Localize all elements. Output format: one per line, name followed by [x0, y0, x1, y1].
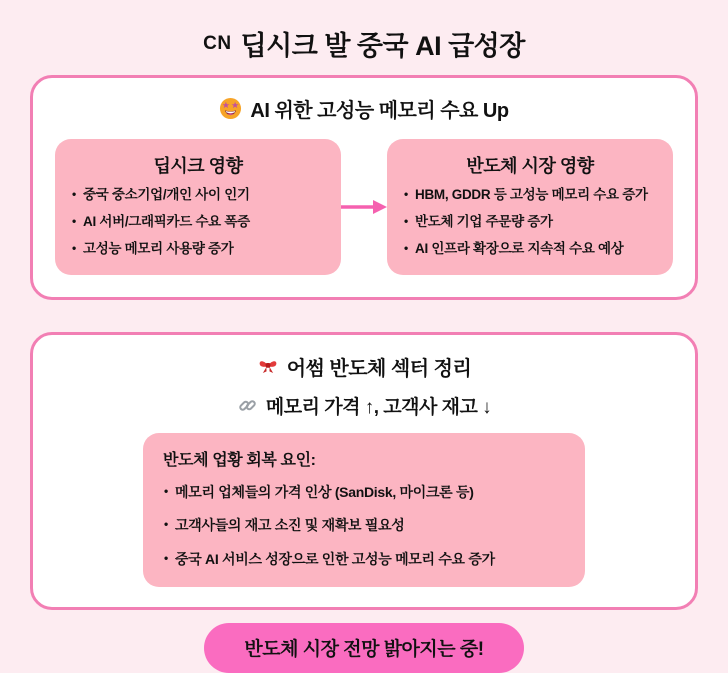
- list-item: • 반도체 기업 주문량 증가: [403, 212, 657, 233]
- section1-header-label: AI 위한 고성능 메모리 수요 Up: [250, 100, 509, 122]
- deepseek-impact-list: [71, 185, 325, 260]
- ribbon-emoji-icon: [257, 355, 279, 377]
- semiconductor-market-list: [403, 185, 657, 260]
- link-emoji-icon: [237, 395, 258, 416]
- semiconductor-market-title: 반도체 시장 영향: [466, 156, 594, 176]
- list-item: • 고성능 메모리 사용량 증가: [71, 239, 325, 260]
- section2-header-label: 어썸 반도체 섹터 정리: [286, 357, 472, 380]
- page-title-text: 딥시크 발 중국 AI 급성장: [240, 31, 525, 61]
- semiconductor-market-card: [387, 139, 673, 275]
- section-sector-summary: [30, 332, 698, 610]
- section2-subheader: [55, 392, 673, 419]
- recovery-factors-card: [143, 433, 585, 587]
- list-item: • AI 인프라 확장으로 지속적 수요 예상: [403, 239, 657, 260]
- list-item: • 중국 중소기업/개인 사이 인기: [71, 185, 325, 206]
- cause-effect-row: [55, 139, 673, 275]
- page-title: [0, 0, 728, 75]
- section2-subheader-label: 메모리 가격 ↑, 고객사 재고 ↓: [265, 396, 492, 418]
- right-arrow-icon: [341, 198, 387, 216]
- list-item: • HBM, GDDR 등 고성능 메모리 수요 증가: [403, 185, 657, 206]
- footer: [0, 623, 728, 673]
- list-item: • 고객사들의 재고 소진 및 재확보 필요성: [163, 515, 565, 537]
- list-item: • AI 서버/그래픽카드 수요 폭증: [71, 212, 325, 233]
- recovery-factors-list: [163, 482, 565, 571]
- recovery-factors-title: 반도체 업황 회복 요인:: [163, 451, 316, 469]
- section2-header: [55, 352, 673, 381]
- deepseek-impact-card: [55, 139, 341, 275]
- section1-header: [55, 94, 673, 123]
- deepseek-impact-title: 딥시크 영향: [153, 156, 243, 176]
- list-item: • 중국 AI 서비스 성장으로 인한 고성능 메모리 수요 증가: [163, 549, 565, 571]
- cn-flag-badge: CN: [203, 32, 232, 54]
- list-item: • 메모리 업체들의 가격 인상 (SanDisk, 마이크론 등): [163, 482, 565, 504]
- star-struck-emoji-icon: [219, 97, 242, 120]
- outlook-pill: 반도체 시장 전망 밝아지는 중!: [204, 623, 523, 673]
- section-memory-demand: [30, 75, 698, 300]
